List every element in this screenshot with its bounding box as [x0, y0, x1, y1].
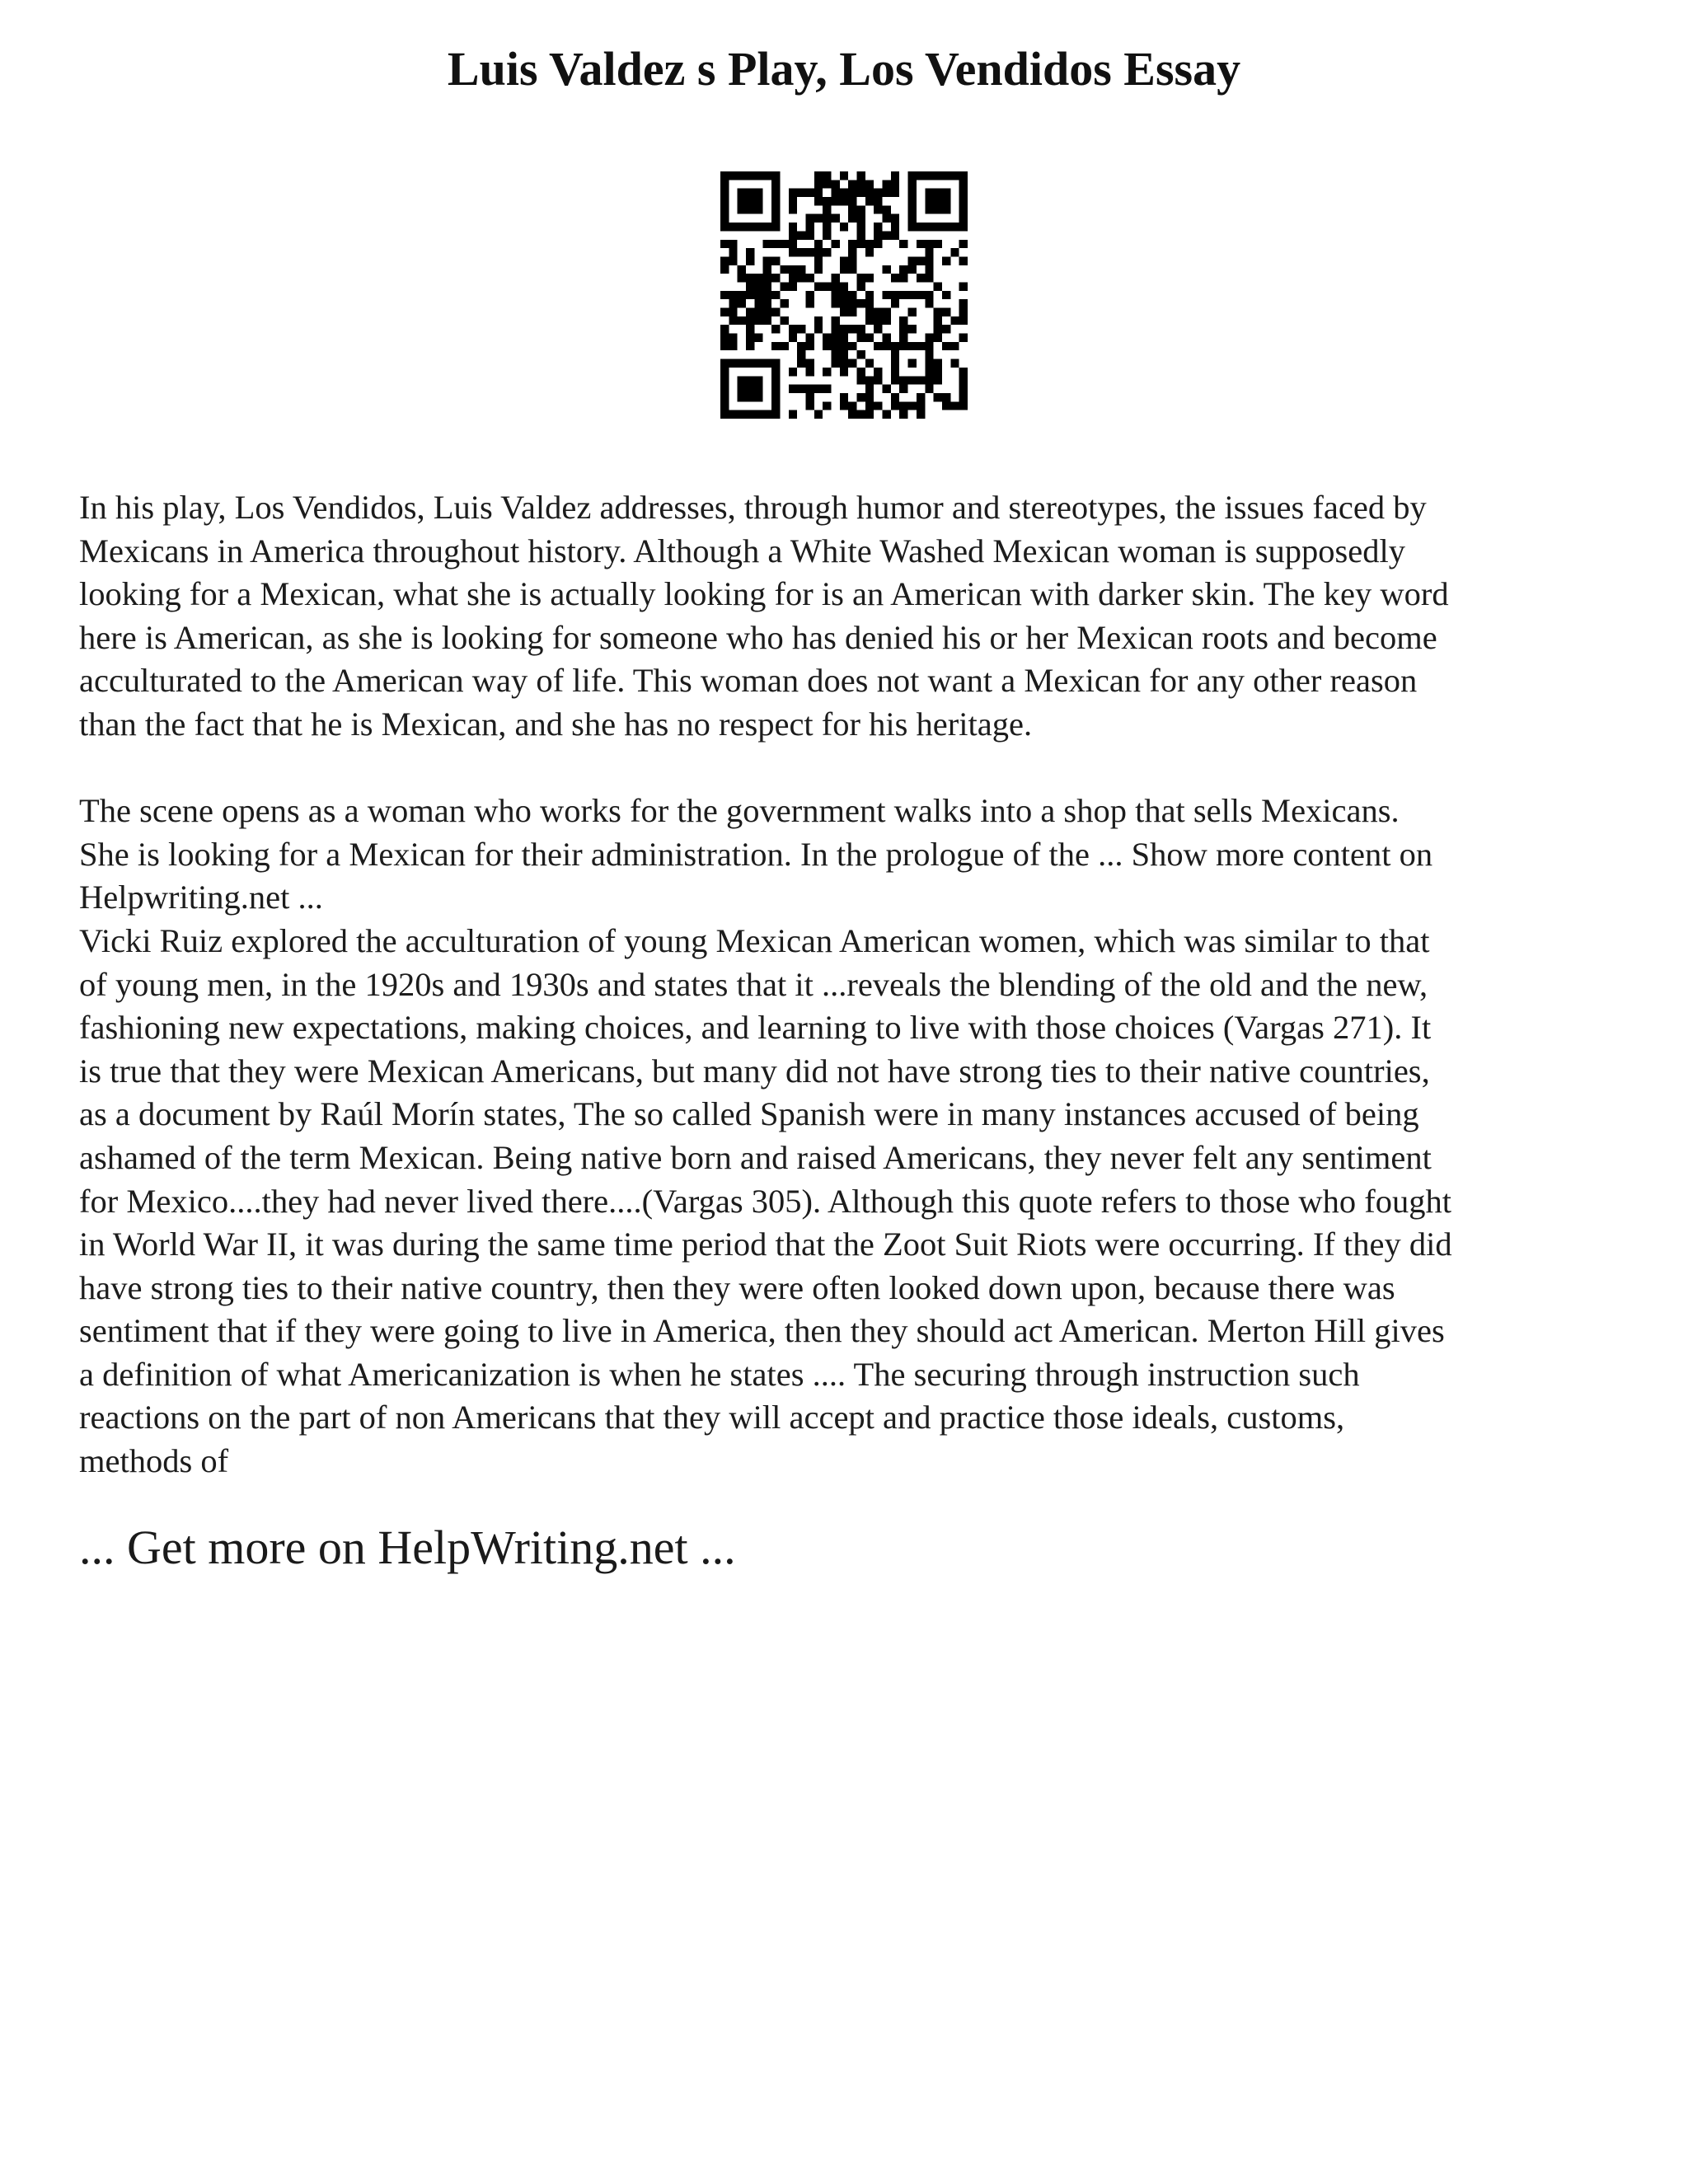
get-more-link[interactable]: ... Get more on HelpWriting.net ...: [79, 1521, 736, 1574]
paragraph-gap: [79, 747, 1629, 790]
paragraph-scene: The scene opens as a woman who works for the government walks into a shop that sells Mexicans. She is looking for a Mexican for their administration. In the prologue of the ... Show more content on Helpwriting.net ... Vicki Ruiz explored the acculturation of young Mexican American women, which was similar to that of young men, in the 1920s and 1930s and states that it ...reveals the blending of the old and the new, fashioning new expectations, making choices, and learning to live with those choices (Vargas 271). It is true that they were Mexican Americans, but many did not have strong ties to their native countries, as a document by Raúl Morín states, The so called Spanish were in many instances accused of being ashamed of the term Mexican. Being native born and raised Americans, they never felt any sentiment for Mexico....they had never lived there....(Vargas 305). Although this quote refers to those who fought in World War II, it was during the same time period that the Zoot Suit Riots were occurring. If they did have strong ties to their native country, then they were often looked down upon, because there was sentiment that if they were going to live in America, then they should act American. Merton Hill gives a definition of what Americanization is when he states .... The securing through instruction such reactions on the part of non Americans that they will accept and practice those ideals, customs, methods of: [79, 792, 1452, 1480]
page-title: Luis Valdez s Play, Los Vendidos Essay: [447, 42, 1241, 96]
paragraph-intro: In his play, Los Vendidos, Luis Valdez addresses, through humor and stereotypes, the issues faced by Mexicans in America throughout history. Although a White Washed Mexican woman is supposedly looking for a Mexican, what she is actually looking for is an American with darker skin. The key word here is American, as she is looking for someone who has denied his or her Mexican roots and become acculturated to the American way of life. This woman does not want a Mexican for any other reason than the fact that he is Mexican, and she has no respect for his heritage.: [79, 489, 1449, 743]
qr-code-icon: [720, 171, 968, 419]
essay-body: [79, 486, 1629, 1483]
